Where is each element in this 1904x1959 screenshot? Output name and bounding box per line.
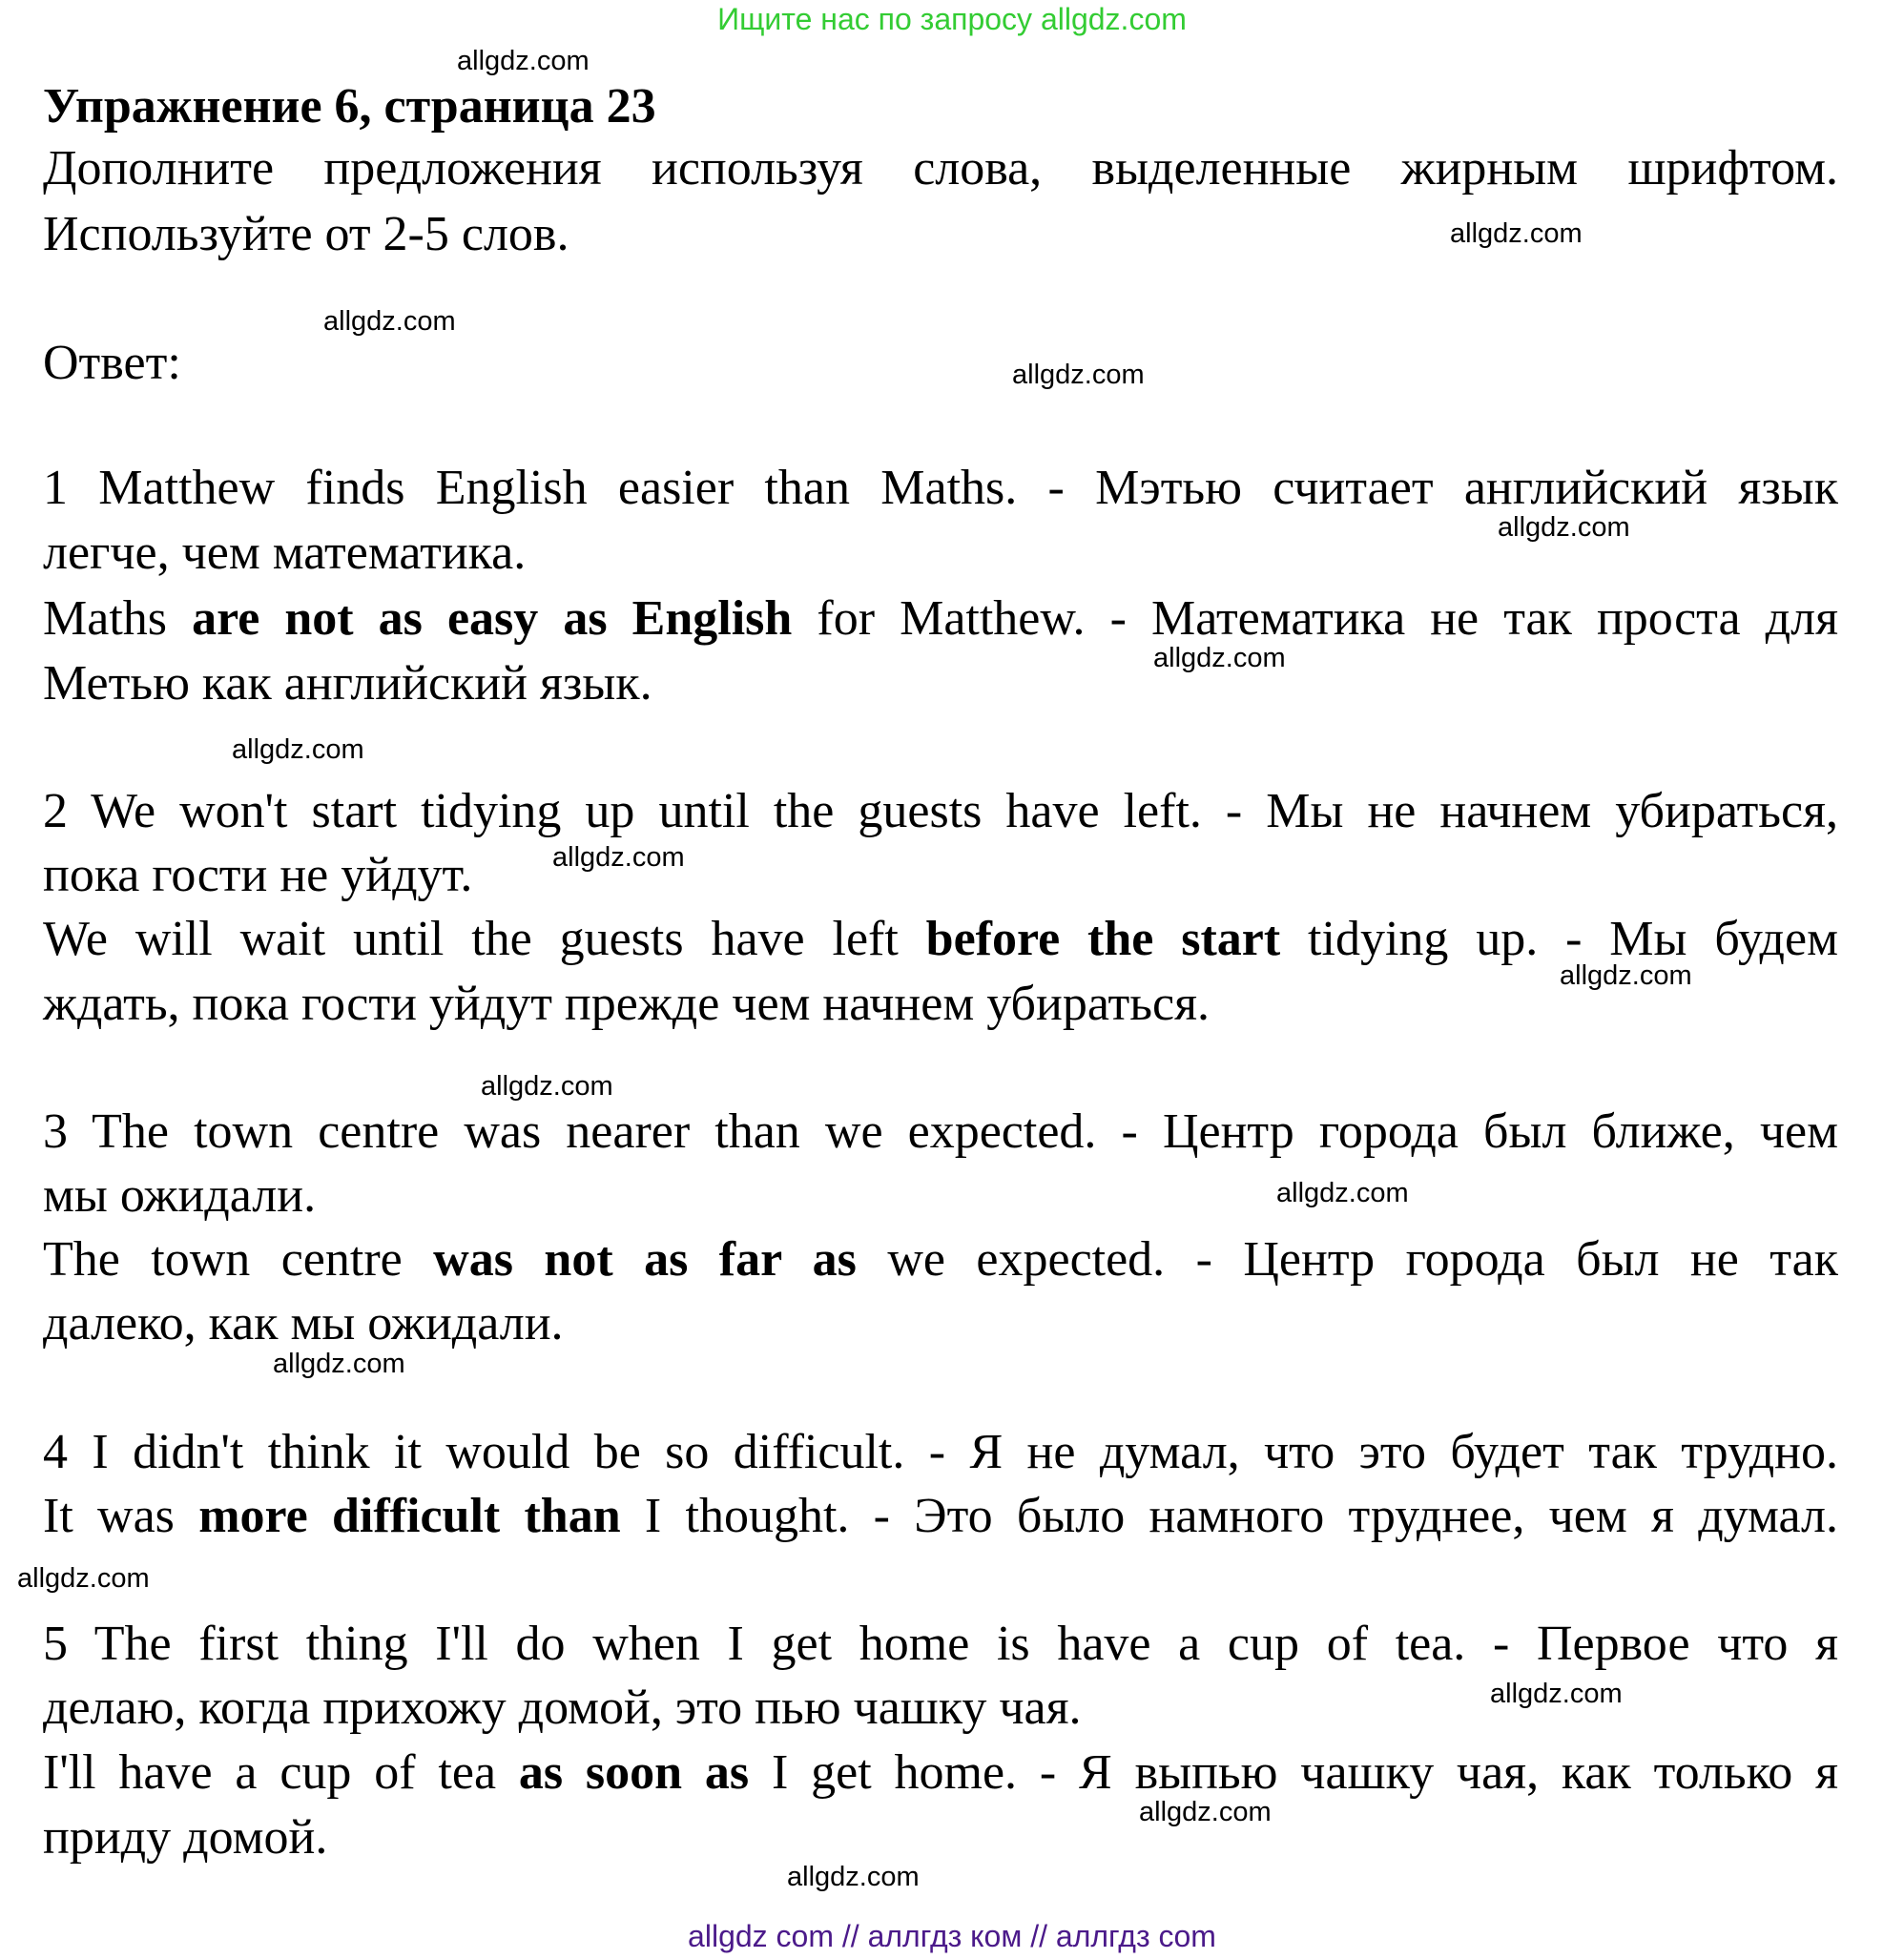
text-segment: Maths (43, 591, 193, 646)
text-segment: мы ожидали. (43, 1168, 317, 1223)
text-segment: далеко, как мы ожидали. (43, 1296, 564, 1351)
text-segment: делаю, когда прихожу домой, это пью чашку чая. (43, 1681, 1082, 1735)
watermark: allgdz.com (323, 306, 456, 337)
search-banner: Ищите нас по запросу allgdz.com (717, 2, 1187, 36)
footer-links: allgdz com // аллгдз ком // аллгдз com (688, 1919, 1216, 1953)
text-line (43, 1805, 1838, 1870)
text-segment: 4 I didn't think it would be so difficult. - Я не думал, что это будет так трудно. (43, 1425, 1838, 1479)
text-line (43, 1612, 1838, 1677)
text-segment: I'll have a cup of tea (43, 1745, 519, 1800)
text-segment: I get home. - Я выпью чашку чая, как только я (749, 1745, 1838, 1800)
text-line (43, 1291, 1838, 1356)
text-segment: пока гости не уйдут. (43, 848, 473, 902)
text-segment: 5 The first thing I'll do when I get home is have a cup of tea. - Первое что я (43, 1617, 1838, 1671)
text-line (43, 456, 1838, 521)
text-segment: Используйте от 2-5 слов. (43, 207, 569, 261)
text-segment: for Matthew. - Математика не так проста для (792, 591, 1838, 646)
bold-phrase: was not as far as (433, 1232, 857, 1287)
text-line (43, 1420, 1838, 1485)
bold-phrase: are not as easy as English (192, 591, 793, 646)
text-segment: Дополните предложения используя слова, выделенные жирным шрифтом. (43, 141, 1838, 196)
text-segment: We will wait until the guests have left (43, 912, 926, 966)
watermark: allgdz.com (1139, 1797, 1272, 1827)
text-segment: Метью как английский язык. (43, 656, 652, 711)
text-line (43, 843, 1838, 908)
text-segment: The town centre (43, 1232, 434, 1287)
text-line (43, 779, 1838, 844)
watermark: allgdz.com (232, 734, 364, 765)
watermark: allgdz.com (273, 1349, 405, 1379)
watermark: allgdz.com (1276, 1178, 1409, 1208)
watermark: allgdz.com (1560, 960, 1692, 991)
watermark: allgdz.com (457, 46, 590, 76)
watermark: allgdz.com (1153, 643, 1286, 673)
text-line (43, 1164, 1838, 1228)
watermark: allgdz.com (1450, 218, 1583, 249)
text-segment: Ответ: (43, 336, 181, 390)
watermark: allgdz.com (787, 1862, 920, 1892)
text-line (43, 1484, 1838, 1549)
bold-phrase: as soon as (518, 1745, 750, 1800)
watermark: allgdz.com (552, 842, 685, 873)
watermark: allgdz.com (1490, 1679, 1623, 1709)
watermark: allgdz.com (17, 1563, 150, 1594)
text-line (43, 331, 1838, 396)
text-line (43, 651, 1838, 716)
text-segment: 2 We won't start tidying up until the guests have left. - Мы не начнем убираться, (43, 784, 1838, 838)
text-segment: приду домой. (43, 1810, 328, 1865)
text-segment: 1 Matthew finds English easier than Maths. - Мэтью считает английский язык (43, 461, 1838, 515)
watermark: allgdz.com (1012, 360, 1145, 390)
bold-phrase: before the start (925, 912, 1281, 966)
bold-phrase: more difficult than (198, 1489, 621, 1543)
text-line (43, 1100, 1838, 1165)
text-segment: It was (43, 1489, 199, 1543)
watermark: allgdz.com (1498, 512, 1630, 543)
text-segment: легче, чем математика. (43, 526, 527, 580)
text-line (43, 1741, 1838, 1805)
text-segment: we expected. - Центр города был не так (856, 1232, 1838, 1287)
watermark: allgdz.com (481, 1071, 613, 1102)
text-segment: tidying up. - Мы будем (1280, 912, 1838, 966)
text-line (43, 587, 1838, 651)
text-line (43, 136, 1838, 201)
exercise-title: Упражнение 6, страница 23 (43, 79, 656, 134)
text-segment: ждать, пока гости уйдут прежде чем начнем убираться. (43, 977, 1210, 1031)
text-line (43, 1227, 1838, 1292)
text-segment: I thought. - Это было намного труднее, чем я думал. (620, 1489, 1838, 1543)
text-segment: 3 The town centre was nearer than we expected. - Центр города был ближе, чем (43, 1104, 1838, 1159)
